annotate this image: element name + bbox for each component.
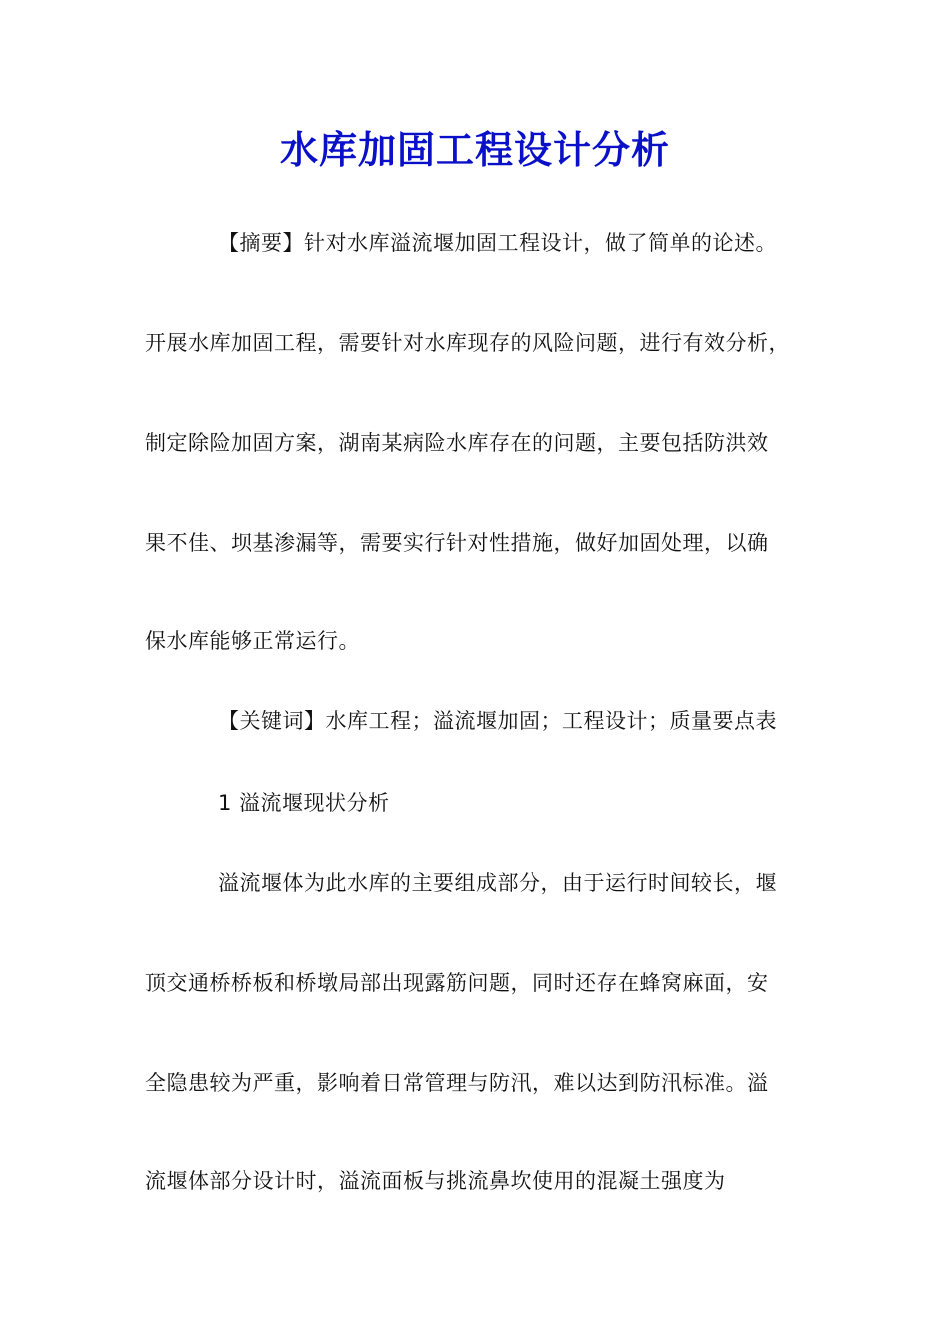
body-line: 流堰体部分设计时，溢流面板与挑流鼻坎使用的混凝土强度为 bbox=[145, 1169, 726, 1193]
document-title: 水库加固工程设计分析 bbox=[279, 127, 670, 172]
intro-line: 保水库能够正常运行。 bbox=[145, 629, 360, 653]
section-heading: 1 溢流堰现状分析 bbox=[218, 791, 390, 815]
body-line: 溢流堰体为此水库的主要组成部分，由于运行时间较长，堰 bbox=[218, 871, 777, 895]
intro-line: 制定除险加固方案，湖南某病险水库存在的问题，主要包括防洪效 bbox=[145, 431, 769, 455]
body-line: 顶交通桥桥板和桥墩局部出现露筋问题，同时还存在蜂窝麻面，安 bbox=[145, 971, 769, 995]
intro-line: 果不佳、坝基渗漏等，需要实行针对性措施，做好加固处理，以确 bbox=[145, 531, 769, 555]
keywords-paragraph: 【关键词】水库工程；溢流堰加固；工程设计；质量要点表 bbox=[218, 709, 777, 733]
abstract-paragraph: 【摘要】针对水库溢流堰加固工程设计，做了简单的论述。 bbox=[218, 231, 777, 255]
intro-line: 开展水库加固工程，需要针对水库现存的风险问题，进行有效分析， bbox=[145, 331, 790, 355]
body-line: 全隐患较为严重，影响着日常管理与防汛，难以达到防汛标准。溢 bbox=[145, 1071, 769, 1095]
